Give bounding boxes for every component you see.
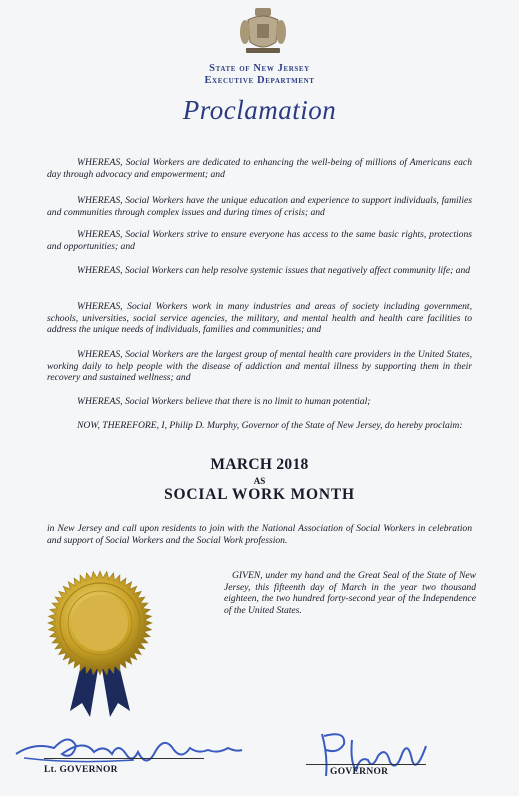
lt-governor-label: Lt. GOVERNOR (44, 765, 118, 775)
whereas-paragraph: WHEREAS, Social Workers can help resolve systemic issues that negatively affect community life; and (77, 265, 471, 276)
whereas-paragraph: WHEREAS, Social Workers are dedicated to enhancing the well-being of millions of Americans each day through advocacy and empowerment; and (47, 157, 472, 180)
call-to-action: in New Jersey and call upon residents to join with the National Association of Social Workers in celebration and support of Social Workers and the Social Work profession. (47, 523, 472, 546)
state-name: State of New Jersey (209, 63, 310, 74)
page-title: Proclamation (182, 95, 337, 125)
department-name: Executive Department (204, 75, 315, 86)
proclaim-paragraph: NOW, THEREFORE, I, Philip D. Murphy, Governor of the State of New Jersey, do hereby proclaim: (77, 420, 463, 431)
whereas-paragraph: WHEREAS, Social Workers believe that there is no limit to human potential; (77, 396, 371, 407)
proclaim-name: SOCIAL WORK MONTH (164, 486, 355, 503)
whereas-paragraph: WHEREAS, Social Workers work in many industries and areas of society including government, schools, universities, social service agencies, the military, and mental health and health care facilities to address the unique needs of individuals, families and communities; and (47, 301, 472, 336)
given-statement: GIVEN, under my hand and the Great Seal of the State of New Jersey, this fifteenth day of March in the year two thousand eighteen, the two hundred forty-second year of the Independence of the United States. (224, 570, 476, 616)
lt-governor-line (44, 758, 204, 759)
whereas-paragraph: WHEREAS, Social Workers have the unique education and experience to support individuals, families and communities through complex issues and during times of crisis; and (47, 195, 472, 218)
whereas-paragraph: WHEREAS, Social Workers are the largest group of mental health care providers in the United States, working daily to help people with the disease of addiction and mental illness by supporting them in their recovery and sustained wellness; and (47, 349, 472, 384)
whereas-paragraph: WHEREAS, Social Workers strive to ensure everyone has access to the same basic rights, protections and opportunities; and (47, 229, 472, 252)
governor-label: GOVERNOR (330, 767, 389, 777)
governor-line (306, 764, 426, 765)
gold-seal-icon (38, 561, 162, 721)
nj-state-seal-icon (238, 4, 288, 56)
proclaim-month: MARCH 2018 (210, 456, 309, 473)
proclaim-as: AS (253, 476, 266, 486)
